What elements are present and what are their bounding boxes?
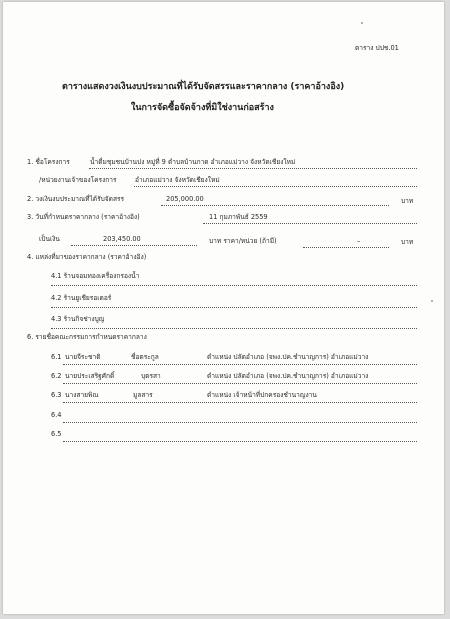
member-number: 6.4: [51, 411, 62, 419]
project-name-value: น้ำดื่มชุมชนบ้านปง หมู่ที่ 9 ตำบลบ้านกาด อำเภอแม่วาง จังหวัดเชียงใหม่: [90, 158, 296, 166]
dotted-line: [303, 247, 389, 248]
member-position: ตำแหน่ง เจ้าหน้าที่ปกครองชำนาญงาน: [207, 391, 317, 399]
dotted-line: [203, 223, 417, 224]
amount-value: 203,450.00: [103, 235, 141, 243]
project-name-label: 1. ชื่อโครงการ: [27, 158, 70, 166]
price-date-value: 11 กุมภาพันธ์ 2559: [209, 213, 268, 221]
budget-unit: บาท: [401, 197, 414, 205]
dotted-line: [63, 422, 417, 423]
document-code: ตาราง ปปช.01: [355, 44, 399, 52]
dotted-line: [51, 285, 417, 286]
dotted-line: [63, 383, 417, 384]
dotted-line: [89, 168, 417, 169]
member-last-name: มูลสาร: [133, 391, 153, 399]
dotted-line: [51, 328, 417, 329]
budget-label: 2. วงเงินงบประมาณที่ได้รับจัดสรร: [27, 195, 125, 203]
source-item: 4.3 ร้านกิจช่างบูญ: [51, 315, 105, 323]
dotted-line: [134, 186, 417, 187]
member-last-name: บุตรสา: [141, 372, 161, 380]
member-first-name: นายประเสริฐศักดิ์: [65, 372, 115, 380]
member-first-name: นายจีระชาติ: [65, 353, 101, 361]
document-subtitle: ในการจัดซื้อจัดจ้างที่มิใช่งานก่อสร้าง: [131, 103, 274, 113]
source-item: 4.1 ร้านจอมทองเครื่องกรองน้ำ: [51, 272, 140, 280]
amount-label: เป็นเงิน: [39, 235, 60, 243]
dotted-line: [63, 402, 417, 403]
dotted-line: [161, 205, 389, 206]
price-date-label: 3. วันที่กำหนดราคากลาง (ราคาอ้างอิง): [27, 213, 140, 221]
member-number: 6.5: [51, 430, 62, 438]
member-position: ตำแหน่ง ปลัดอำเภอ (จพง.ปค.ชำนาญการ) อำเภอแม่วาง: [207, 353, 369, 361]
document-page: [3, 2, 444, 614]
source-item: 4.2 ร้านยูเชียรอเตอร์: [51, 294, 112, 302]
member-number: 6.1: [51, 353, 62, 361]
per-unit-label: บาท ราคา/หน่วย (ถ้ามี): [209, 237, 277, 245]
dotted-line: [63, 364, 417, 365]
dotted-line: [71, 245, 197, 246]
member-first-name: นางสายพิณ: [65, 391, 99, 399]
dotted-line: [63, 441, 417, 442]
price-sources-label: 4. แหล่งที่มาของราคากลาง (ราคาอ้างอิง): [27, 253, 147, 261]
scan-speck: [361, 22, 363, 24]
scan-speck: [431, 300, 433, 302]
owner-agency-value: อำเภอแม่วาง จังหวัดเชียงใหม่: [135, 176, 220, 184]
owner-agency-label: /หน่วยงานเจ้าของโครงการ: [39, 176, 117, 184]
document-title: ตารางแสดงวงเงินงบประมาณที่ได้รับจัดสรรและราคากลาง (ราคาอ้างอิง): [62, 82, 345, 92]
committee-label: 6. รายชื่อคณะกรรมการกำหนดราคากลาง: [27, 333, 147, 341]
per-unit-currency: บาท: [401, 238, 414, 246]
dotted-line: [51, 307, 417, 308]
budget-value: 205,000.00: [166, 195, 204, 203]
member-number: 6.3: [51, 391, 62, 399]
per-unit-value: –: [357, 237, 361, 245]
member-last-name: ชื่อตระกูล: [131, 353, 159, 361]
member-position: ตำแหน่ง ปลัดอำเภอ (จพง.ปค.ชำนาญการ) อำเภอแม่วาง: [207, 372, 369, 380]
member-number: 6.2: [51, 372, 62, 380]
